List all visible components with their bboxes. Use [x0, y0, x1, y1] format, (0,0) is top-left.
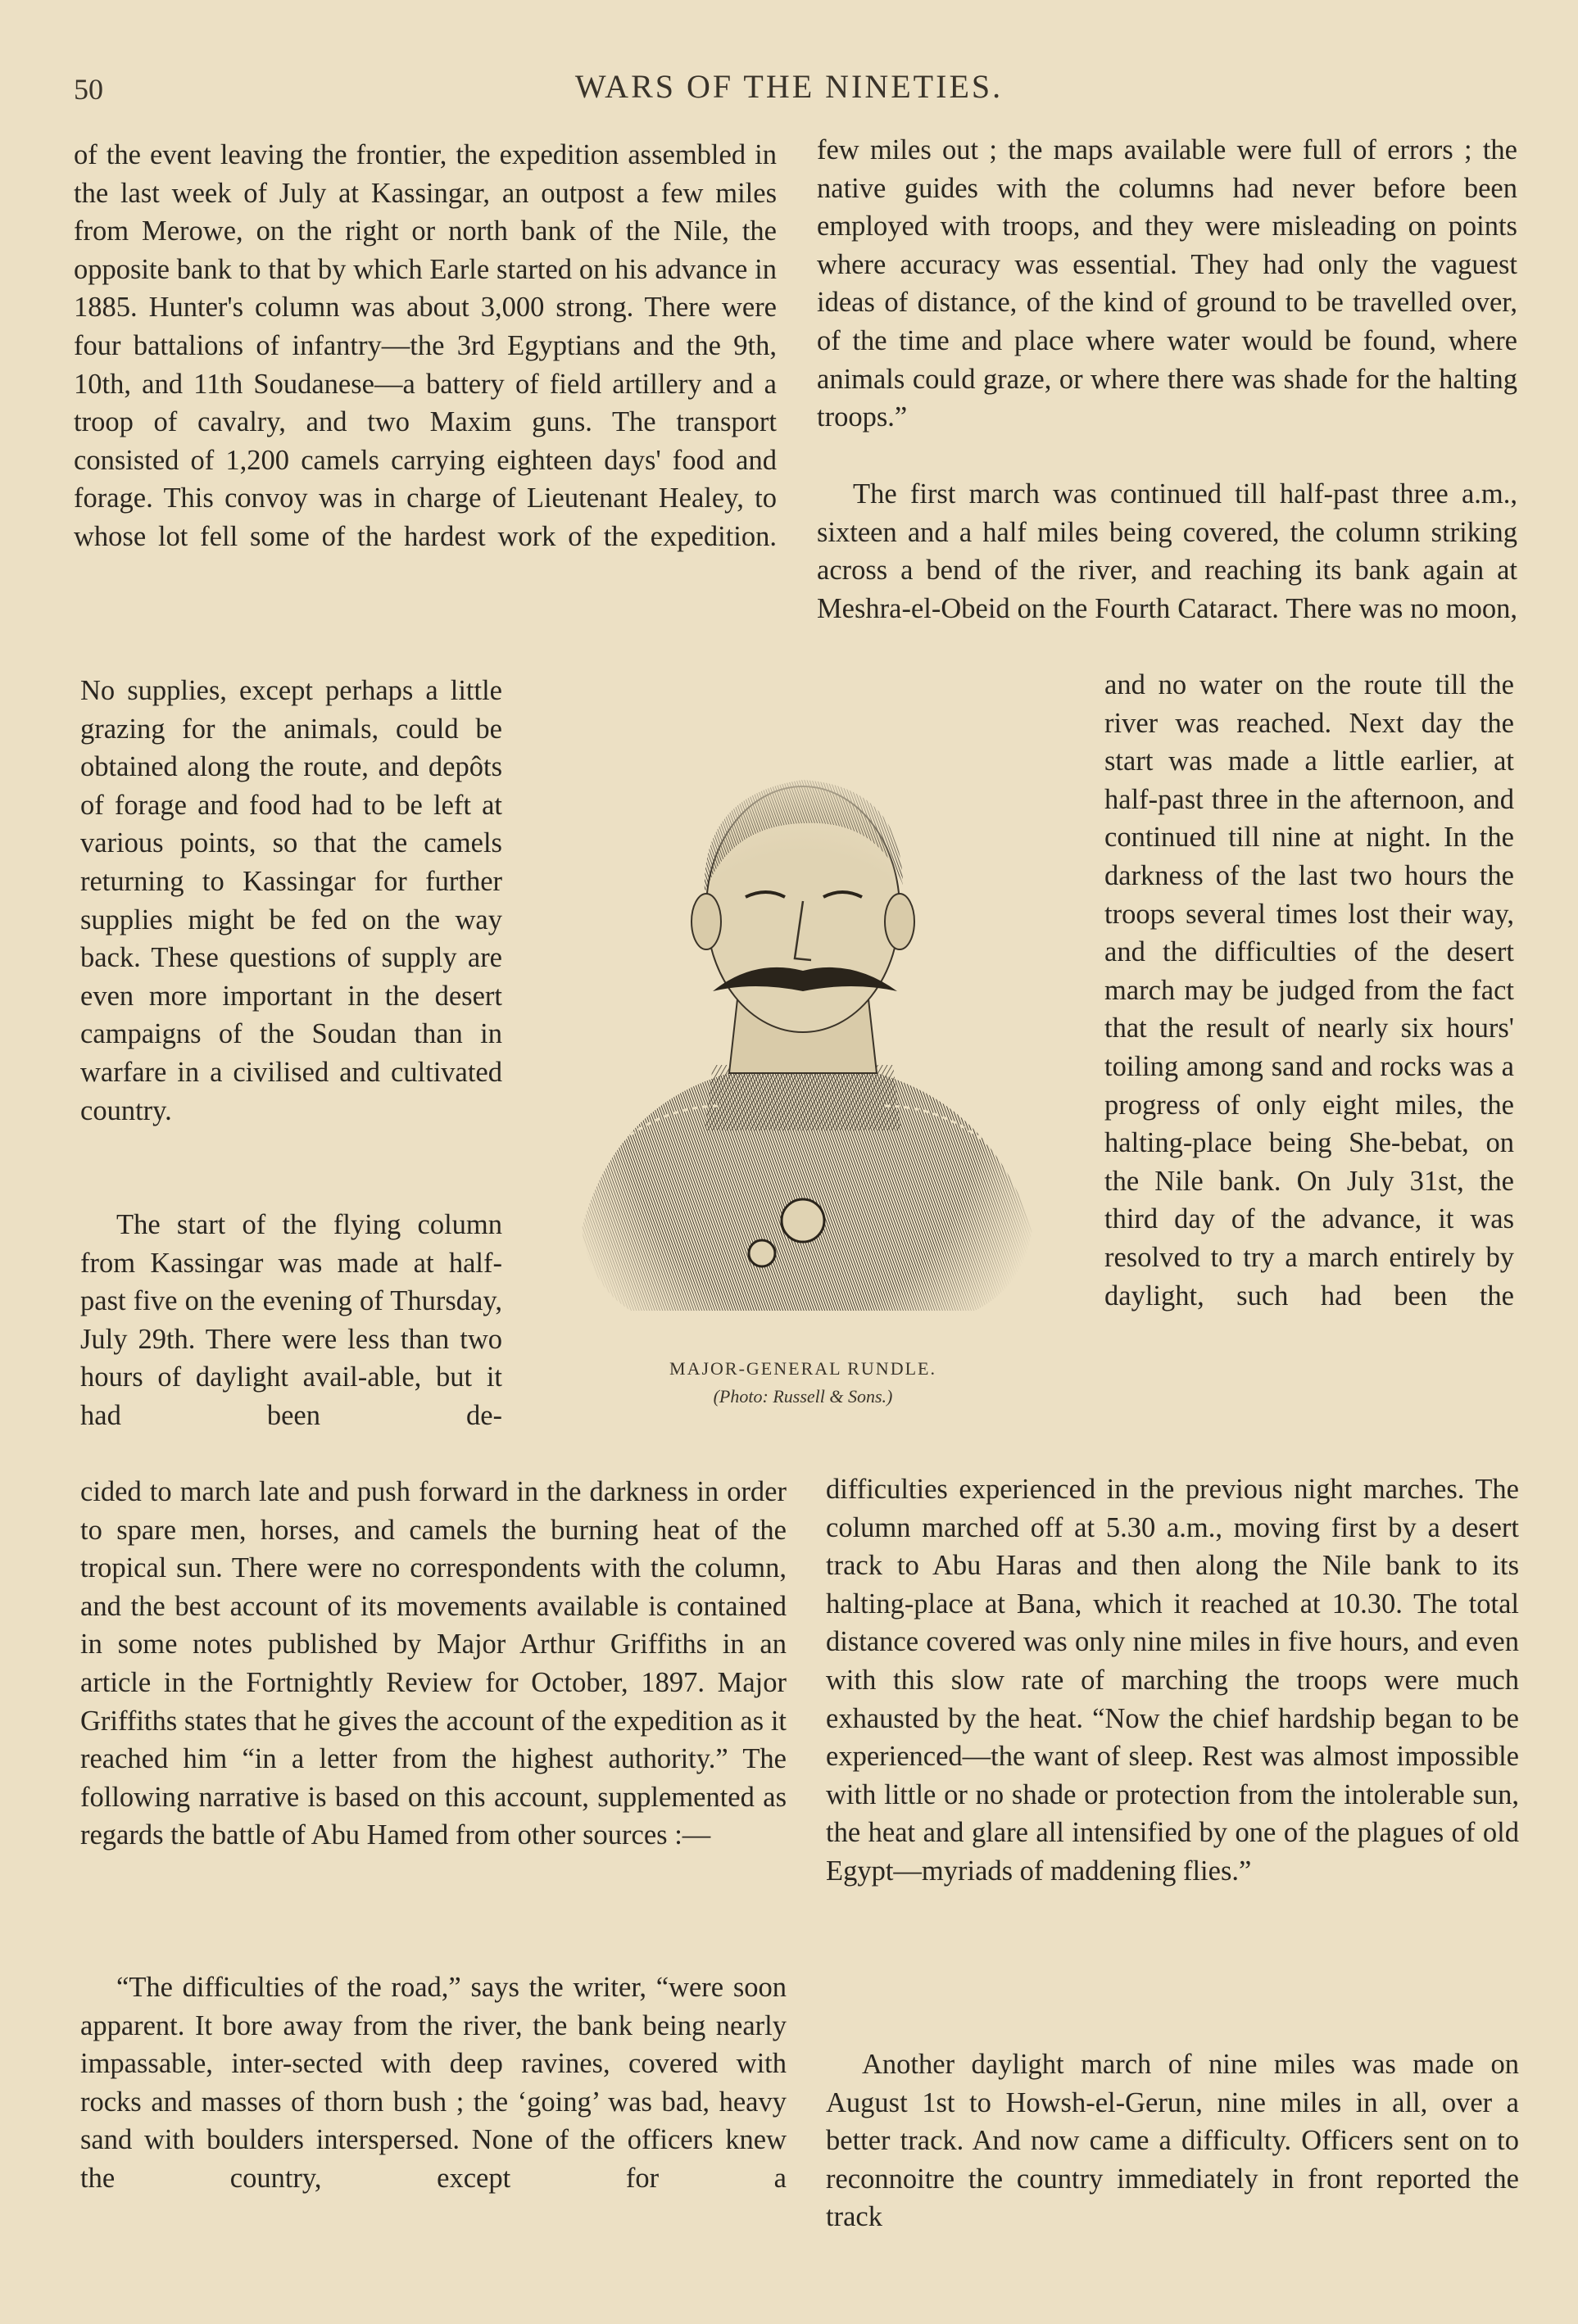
- figure-caption: MAJOR-GENERAL RUNDLE.: [669, 1358, 936, 1379]
- right-top-paragraph: few miles out ; the maps available were full of errors ; the native guides with the columns had never before been employed with troops, and they were misleading on points where accuracy was essential. They had only the vaguest ideas of distance, of the kind of ground to be travelled over, of the time and place where water would be found, where animals could graze, or where there was shade for the halting troops.”: [817, 134, 1517, 433]
- running-head: WARS OF THE NINETIES.: [574, 68, 1004, 105]
- right-bottom-paragraph-2: Another daylight march of nine miles was made on August 1st to Howsh-el-Gerun, nine miles in all, over a better track. And now came a difficulty. Officers sent on to reconnoitre the country immediately in front reported the track: [826, 2049, 1519, 2233]
- left-bottom-paragraph-2: “The difficulties of the road,” says the writer, “were soon apparent. It bore away from the river, the bank being nearly impassable, inter-sected with deep ravines, covered with rocks and masses of thorn bush ; the ‘going’ was bad, heavy sand with boulders interspersed. None of the officers knew the country, except for a: [80, 1972, 787, 2194]
- right-bottom-paragraph: difficulties experienced in the previous night marches. The column marched off at 5.30 a.m., moving first by a desert track to Abu Haras and then along the Nile bank to its halting-place at Bana, which it reached at 10.30. The total distance covered was only nine miles in five hours, and even with this slow rate of marching the troops were much exhausted by the heat. “Now the chief hardship began to be experienced—the want of sleep. Rest was almost impossible with little or no shade or protection from the intolerable sun, the heat and glare all intensified by one of the plagues of old Egypt—myriads of maddening flies.”: [826, 1474, 1519, 1887]
- left-narrow-paragraph: No supplies, except perhaps a little grazing for the animals, could be obtained along the route, and depôts of forage and food had to be left at various points, so that the camels returning to Kassingar for further supplies might be fed on the way back. These questions of supply are even more important in the desert campaigns of the Soudan than in warfare in a civilised and cultivated country.: [80, 675, 502, 1126]
- left-top-paragraph: of the event leaving the frontier, the expedition assembled in the last week of July at Kassingar, an outpost a few miles from Merowe, on the right or north bank of the Nile, the opposite bank to that by which Earle started on his advance in 1885. Hunter's column was about 3,000 strong. There were four battalions of infantry—the 3rd Egyptians and the 9th, 10th, and 11th Soudanese—a battery of field artillery and a troop of cavalry, and two Maxim guns. The transport consisted of 1,200 camels carrying eighteen days' food and forage. This convoy was in charge of Lieutenant Healey, to whose lot fell some of the hardest work of the expedition.: [74, 139, 777, 552]
- right-top-paragraph-2: The first march was continued till half-past three a.m., sixteen and a half miles being covered, the column striking across a bend of the river, and reaching its bank again at Meshra-el-Obeid on the Fourth Cataract. There was no moon,: [817, 478, 1517, 624]
- right-narrow-paragraph: and no water on the route till the river was reached. Next day the start was made a little earlier, at half-past three in the afternoon, and continued till nine at night. In the darkness of the last two hours the troops several times lost their way, and the difficulties of the desert march may be judged from the fact that the result of nearly six hours' toiling among sand and rocks was a progress of only eight miles, the halting-place being She-bebat, on the Nile bank. On July 31st, the third day of the advance, it was resolved to try a march entirely by daylight, such had been the: [1104, 669, 1514, 1311]
- figure-credit: (Photo: Russell & Sons.): [713, 1386, 893, 1407]
- page-number: 50: [74, 73, 103, 106]
- left-bottom-paragraph: cided to march late and push forward in the darkness in order to spare men, horses, and camels the burning heat of the tropical sun. There were no correspondents with the column, and the best account of its movements available is contained in some notes published by Major Arthur Griffiths in an article in the Fortnightly Review for October, 1897. Major Griffiths states that he gives the account of the expedition as it reached him “in a letter from the highest authority.” The following narrative is based on this account, supplemented as regards the battle of Abu Hamed from other sources :—: [80, 1476, 787, 1851]
- portrait-engraving: [565, 721, 1041, 1327]
- left-narrow-paragraph-2: The start of the flying column from Kassingar was made at half-past five on the evening of Thursday, July 29th. There were less than two hours of daylight avail-able, but it had been de-: [80, 1209, 502, 1431]
